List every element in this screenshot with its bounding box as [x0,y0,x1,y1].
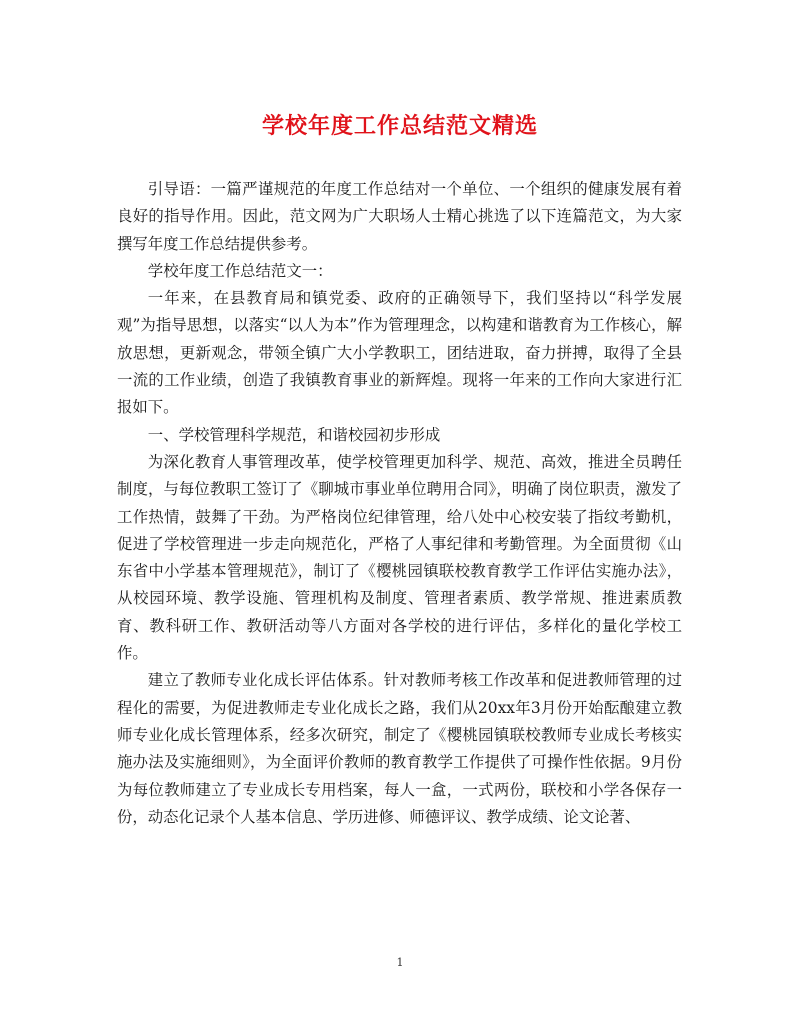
body-paragraph: 一年来，在县教育局和镇党委、政府的正确领导下，我们坚持以“科学发展观”为指导思想，以落实“以人为本”作为管理理念，以构建和谐教育为工作核心，解放思想，更新观念，带领全镇广大小学教职工，团结进取，奋力拼搏，取得了全县一流的工作业绩，创造了我镇教育事业的新辉煌。现将一年来的工作向大家进行汇报如下。 [117,289,682,417]
page-number: 1 [396,956,404,969]
document-body [117,176,682,831]
section-heading-sample-one: 学校年度工作总结范文一： [147,261,333,280]
section-heading-management: 一、学校管理科学规范，和谐校园初步形成 [147,425,441,444]
body-paragraph: 建立了教师专业化成长评估体系。针对教师考核工作改革和促进教师管理的过程化的需要，为促进教师走专业化成长之路，我们从20xx年3月份开始酝酿建立教师专业化成长管理体系，经多次研究，制定了《樱桃园镇联校教师专业成长考核实施办法及实施细则》，为全面评价教师的教育教学工作提供了可操作性依据。9月份为每位教师建立了专业成长专用档案，每人一盒，一式两份，联校和小学各保存一份，动态化记录个人基本信息、学历进修、师德评议、教学成绩、论文论著、 [117,671,682,826]
document-title: 学校年度工作总结范文精选 [261,114,538,139]
intro-paragraph: 引导语：一篇严谨规范的年度工作总结对一个单位、一个组织的健康发展有着良好的指导作用。因此，范文网为广大职场人士精心挑选了以下连篇范文，为大家撰写年度工作总结提供参考。 [117,180,682,253]
body-paragraph: 为深化教育人事管理改革，使学校管理更加科学、规范、高效，推进全员聘任制度，与每位教职工签订了《聊城市事业单位聘用合同》，明确了岗位职责，激发了工作热情，鼓舞了干劲。为严格岗位纪律管理，给八处中心校安装了指纹考勤机，促进了学校管理进一步走向规范化，严格了人事纪律和考勤管理。为全面贯彻《山东省中小学基本管理规范》，制订了《樱桃园镇联校教育教学工作评估实施办法》，从校园环境、教学设施、管理机构及制度、管理者素质、教学常规、推进素质教育、教科研工作、教研活动等八方面对各学校的进行评估，多样化的量化学校工作。 [117,452,682,663]
